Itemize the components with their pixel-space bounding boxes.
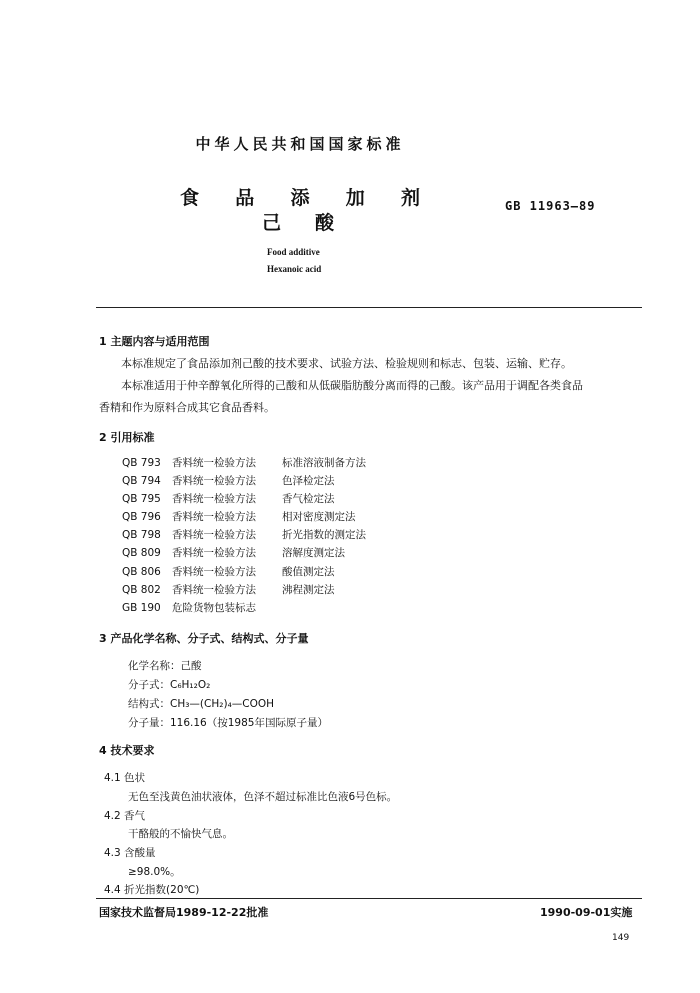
section-2-heading: 2 引用标准	[99, 431, 155, 444]
clause-4-2: 4.2 香气	[104, 810, 146, 822]
title-char: 加	[345, 187, 365, 209]
reference-category: 香料统一检验方法	[172, 493, 256, 505]
reference-code: QB 796	[122, 511, 161, 523]
reference-item	[122, 564, 335, 579]
reference-title: 香气检定法	[282, 493, 335, 505]
reference-code: QB 794	[122, 475, 161, 487]
reference-code: QB 793	[122, 457, 161, 469]
header-divider	[96, 307, 642, 308]
reference-category: 香料统一检验方法	[172, 584, 256, 596]
doc-title-line1	[180, 183, 420, 210]
page-number: 149	[612, 933, 630, 943]
reference-item	[122, 491, 335, 506]
clause-4-1: 4.1 色状	[104, 772, 146, 784]
section-1-para-2-cont: 香精和作为原料合成其它食品香料。	[99, 401, 275, 414]
reference-code: QB 806	[122, 566, 161, 578]
clause-4-4: 4.4 折光指数(20℃)	[104, 884, 200, 896]
reference-code: QB 802	[122, 584, 161, 596]
implementation-date: 1990-09-01实施	[540, 906, 633, 919]
reference-item	[122, 527, 366, 542]
clause-4-3: 4.3 含酸量	[104, 847, 156, 859]
section-1-heading: 1 主题内容与适用范围	[99, 335, 210, 348]
reference-code: QB 795	[122, 493, 161, 505]
reference-category: 香料统一检验方法	[172, 511, 256, 523]
clause-4-3-body: ≥98.0%。	[128, 866, 181, 878]
section-1-para-1: 本标准规定了食品添加剂己酸的技术要求、试验方法、检验规则和标志、包装、运输、贮存。	[121, 357, 572, 370]
reference-category: 香料统一检验方法	[172, 566, 256, 578]
reference-item	[122, 582, 335, 597]
title-char: 剂	[400, 187, 420, 209]
reference-title: 溶解度测定法	[282, 547, 345, 559]
title-char: 食	[180, 187, 200, 209]
section-4-heading: 4 技术要求	[99, 744, 155, 757]
reference-item	[122, 545, 345, 560]
reference-category: 香料统一检验方法	[172, 547, 256, 559]
reference-category: 香料统一检验方法	[172, 529, 256, 541]
title-char: 品	[235, 187, 255, 209]
standard-number: GB 11963—89	[505, 199, 596, 213]
reference-code: GB 190	[122, 602, 161, 614]
reference-category: 香料统一检验方法	[172, 457, 256, 469]
structural-formula: 结构式：CH₃—(CH₂)₄—COOH	[128, 698, 275, 710]
reference-title: 相对密度测定法	[282, 511, 356, 523]
section-1-para-2: 本标准适用于仲辛醇氧化所得的己酸和从低碳脂肪酸分离而得的己酸。该产品用于调配各类食品	[121, 379, 583, 392]
molecular-weight: 分子量：116.16（按1985年国际原子量）	[128, 717, 328, 729]
title-char: 己	[262, 212, 282, 234]
clause-4-1-body: 无色至浅黄色油状液体，色泽不超过标准比色液6号色标。	[128, 791, 398, 803]
reference-item	[122, 509, 356, 524]
reference-item	[122, 600, 256, 615]
english-title-1: Food additive	[267, 247, 320, 257]
chemical-name: 化学名称：己酸	[128, 660, 202, 672]
reference-title: 色泽检定法	[282, 475, 335, 487]
reference-item	[122, 455, 366, 470]
doc-title-line2	[262, 208, 334, 235]
reference-item	[122, 473, 335, 488]
clause-4-2-body: 干酪般的不愉快气息。	[128, 828, 233, 840]
molecular-formula: 分子式：C₆H₁₂O₂	[128, 679, 211, 691]
reference-title: 折光指数的测定法	[282, 529, 366, 541]
reference-title: 标准溶液制备方法	[282, 457, 366, 469]
reference-code: QB 809	[122, 547, 161, 559]
title-char: 酸	[314, 212, 334, 234]
english-title-2: Hexanoic acid	[267, 264, 322, 274]
reference-title: 酸值测定法	[282, 566, 335, 578]
reference-title: 沸程测定法	[282, 584, 335, 596]
reference-category: 香料统一检验方法	[172, 475, 256, 487]
org-title: 中华人民共和国国家标准	[195, 135, 405, 153]
reference-code: QB 798	[122, 529, 161, 541]
footer-divider	[96, 898, 642, 899]
reference-category: 危险货物包装标志	[172, 602, 256, 614]
approval-date: 国家技术监督局1989-12-22批准	[99, 906, 269, 919]
title-char: 添	[290, 187, 310, 209]
section-3-heading: 3 产品化学名称、分子式、结构式、分子量	[99, 632, 309, 645]
